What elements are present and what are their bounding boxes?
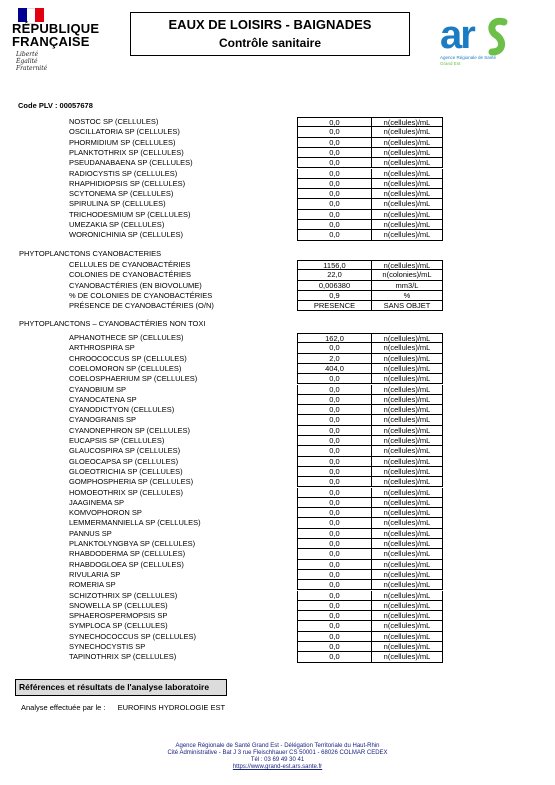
- document-title-box: [130, 12, 410, 56]
- table-row: [0, 560, 555, 570]
- result-unit: n(cellules)/mL: [372, 529, 443, 539]
- table-row: [0, 549, 555, 559]
- parameter-label: RHABDODERMA SP (CELLULES): [69, 549, 186, 559]
- french-flag-icon: [18, 8, 44, 22]
- result-unit: n(cellules)/mL: [372, 117, 443, 127]
- result-unit: n(colonies)/mL: [372, 270, 443, 280]
- result-unit: n(cellules)/mL: [372, 591, 443, 601]
- table-row: [0, 230, 555, 240]
- republique-line1: RÉPUBLIQUE: [12, 21, 100, 36]
- parameter-label: OSCILLATORIA SP (CELLULES): [69, 127, 180, 137]
- result-value: 0,0: [297, 169, 372, 179]
- table-row: [0, 281, 555, 291]
- result-unit: mm3/L: [372, 281, 443, 291]
- result-unit: n(cellules)/mL: [372, 260, 443, 270]
- table-row: [0, 333, 555, 343]
- table-row: [0, 436, 555, 446]
- result-value: 0,0: [297, 158, 372, 168]
- result-value: 0,0: [297, 405, 372, 415]
- parameter-label: CHROOCOCCUS SP (CELLULES): [69, 353, 187, 363]
- table-row: [0, 652, 555, 662]
- result-value: PRESENCE: [297, 301, 372, 311]
- table-row: [0, 518, 555, 528]
- table-row: [0, 374, 555, 384]
- table-row: [0, 395, 555, 405]
- result-value: 0,0: [297, 652, 372, 662]
- table-row: [0, 158, 555, 168]
- republique-line2: FRANÇAISE: [12, 34, 90, 49]
- table-row: [0, 301, 555, 311]
- result-value: 0,0: [297, 549, 372, 559]
- footer-website-link[interactable]: https://www.grand-est.ars.sante.fr: [232, 764, 323, 770]
- table-row: [0, 415, 555, 425]
- result-value: 0,0: [297, 415, 372, 425]
- result-unit: n(cellules)/mL: [372, 158, 443, 168]
- parameter-label: COELOMORON SP (CELLULES): [69, 363, 182, 373]
- parameter-label: PLANKTOLYNGBYA SP (CELLULES): [69, 539, 196, 548]
- ars-caption: Agence Régionale de Santé: [440, 55, 497, 60]
- result-unit: n(cellules)/mL: [372, 220, 443, 230]
- parameter-label: SYNECHOCYSTIS SP: [69, 642, 146, 651]
- result-unit: n(cellules)/mL: [372, 189, 443, 199]
- ars-region: Grand Est: [440, 61, 461, 66]
- parameter-label: TRICHODESMIUM SP (CELLULES): [69, 209, 191, 219]
- result-unit: n(cellules)/mL: [372, 498, 443, 508]
- parameter-label: GLOEOCAPSA SP (CELLULES): [69, 456, 179, 466]
- parameter-label: CYANONEPHRON SP (CELLULES): [69, 425, 191, 435]
- analyse-label: Analyse effectuée par le :: [21, 703, 106, 712]
- table-row: [0, 529, 555, 539]
- parameter-label: NOSTOC SP (CELLULES): [69, 117, 159, 126]
- result-value: 0,0: [297, 138, 372, 148]
- parameter-label: RADIOCYSTIS SP (CELLULES): [69, 168, 178, 178]
- parameter-label: GLOEOTRICHIA SP (CELLULES): [69, 466, 183, 476]
- result-unit: n(cellules)/mL: [372, 148, 443, 158]
- parameter-label: CYANOBIUM SP: [69, 384, 126, 394]
- result-unit: n(cellules)/mL: [372, 333, 443, 343]
- table-row: [0, 385, 555, 395]
- table-row: [0, 260, 555, 270]
- result-unit: n(cellules)/mL: [372, 343, 443, 353]
- table-row: [0, 539, 555, 549]
- section-title: PHYTOPLANCTONS – CYANOBACTÉRIES NON TOXI: [19, 319, 206, 328]
- section-title: PHYTOPLANCTONS CYANOBACTERIES: [19, 249, 162, 258]
- result-value: 0,0: [297, 632, 372, 642]
- result-unit: n(cellules)/mL: [372, 426, 443, 436]
- result-unit: n(cellules)/mL: [372, 138, 443, 148]
- result-value: 0,0: [297, 148, 372, 158]
- result-unit: n(cellules)/mL: [372, 580, 443, 590]
- result-unit: n(cellules)/mL: [372, 652, 443, 662]
- table-row: [0, 570, 555, 580]
- document-title: EAUX DE LOISIRS - BAIGNADES: [168, 17, 372, 32]
- parameter-label: SNOWELLA SP (CELLULES): [69, 600, 168, 610]
- result-value: 0,0: [297, 189, 372, 199]
- table-row: [0, 405, 555, 415]
- analyse-line: [21, 703, 225, 712]
- parameter-label: TAPINOTHRIX SP (CELLULES): [69, 652, 177, 662]
- parameter-label: CYANOBACTÉRIES (EN BIOVOLUME): [69, 280, 202, 290]
- result-value: 0,0: [297, 385, 372, 395]
- result-value: 162,0: [297, 333, 372, 343]
- parameter-label: KOMVOPHORON SP: [69, 508, 142, 518]
- result-value: 0,0: [297, 210, 372, 220]
- parameter-label: PANNUS SP: [69, 528, 112, 538]
- result-unit: n(cellules)/mL: [372, 364, 443, 374]
- result-value: 0,0: [297, 488, 372, 498]
- result-value: 0,0: [297, 560, 372, 570]
- table-row: [0, 148, 555, 158]
- footer-line1: Agence Régionale de Santé Grand Est - Délégation Territoriale du Haut-Rhin: [175, 743, 380, 749]
- result-unit: n(cellules)/mL: [372, 457, 443, 467]
- result-value: 0,0: [297, 539, 372, 549]
- parameter-label: CYANOGRANIS SP: [69, 415, 136, 425]
- result-unit: n(cellules)/mL: [372, 488, 443, 498]
- result-unit: n(cellules)/mL: [372, 518, 443, 528]
- result-value: 22,0: [297, 270, 372, 280]
- result-value: 0,0: [297, 508, 372, 518]
- parameter-label: COLONIES DE CYANOBACTÉRIES: [69, 270, 191, 280]
- table-row: [0, 199, 555, 209]
- result-unit: n(cellules)/mL: [372, 539, 443, 549]
- ars-logo: [438, 8, 518, 70]
- parameter-label: UMEZAKIA SP (CELLULES): [69, 220, 165, 229]
- parameter-label: PSEUDANABAENA SP (CELLULES): [69, 158, 193, 168]
- result-value: 0,0: [297, 529, 372, 539]
- result-unit: n(cellules)/mL: [372, 436, 443, 446]
- flag-red-stripe: [35, 8, 44, 22]
- result-unit: n(cellules)/mL: [372, 395, 443, 405]
- result-value: 0,0: [297, 343, 372, 353]
- parameter-label: CYANODICTYON (CELLULES): [69, 405, 175, 415]
- parameter-label: JAAGINEMA SP: [69, 497, 125, 507]
- result-value: 0,0: [297, 436, 372, 446]
- table-row: [0, 343, 555, 353]
- parameter-label: CELLULES DE CYANOBACTÉRIES: [69, 260, 191, 269]
- result-value: 1156,0: [297, 260, 372, 270]
- result-value: 0,0: [297, 642, 372, 652]
- table-row: [0, 220, 555, 230]
- parameter-label: GLAUCOSPIRA SP (CELLULES): [69, 446, 181, 456]
- table-row: [0, 210, 555, 220]
- result-unit: n(cellules)/mL: [372, 415, 443, 425]
- table-row: [0, 477, 555, 487]
- result-value: 0,006380: [297, 281, 372, 291]
- motto-fraternite: Fraternité: [16, 65, 48, 72]
- table-row: [0, 488, 555, 498]
- result-unit: %: [372, 291, 443, 301]
- result-value: 0,0: [297, 498, 372, 508]
- result-value: 0,0: [297, 179, 372, 189]
- result-unit: n(cellules)/mL: [372, 611, 443, 621]
- result-value: 2,0: [297, 354, 372, 364]
- table-row: [0, 446, 555, 456]
- result-value: 0,0: [297, 230, 372, 240]
- result-unit: n(cellules)/mL: [372, 601, 443, 611]
- table-row: [0, 467, 555, 477]
- table-row: [0, 621, 555, 631]
- parameter-label: EUCAPSIS SP (CELLULES): [69, 436, 165, 445]
- parameter-label: SCYTONEMA SP (CELLULES): [69, 189, 174, 199]
- table-row: [0, 498, 555, 508]
- result-value: 0,0: [297, 220, 372, 230]
- parameter-label: PRÉSENCE DE CYANOBACTÉRIES (O/N): [69, 301, 214, 311]
- result-unit: n(cellules)/mL: [372, 446, 443, 456]
- result-value: 0,0: [297, 570, 372, 580]
- result-value: 0,0: [297, 374, 372, 384]
- table-row: [0, 426, 555, 436]
- table-row: [0, 611, 555, 621]
- result-unit: n(cellules)/mL: [372, 405, 443, 415]
- parameter-label: HOMOEOTHRIX SP (CELLULES): [69, 487, 184, 497]
- result-unit: n(cellules)/mL: [372, 570, 443, 580]
- result-value: 0,0: [297, 117, 372, 127]
- result-value: 0,0: [297, 467, 372, 477]
- parameter-label: SYMPLOCA SP (CELLULES): [69, 621, 168, 631]
- result-value: 0,0: [297, 621, 372, 631]
- svg-text:ar: ar: [440, 13, 474, 57]
- result-unit: n(cellules)/mL: [372, 642, 443, 652]
- result-unit: n(cellules)/mL: [372, 354, 443, 364]
- parameter-label: SPHAEROSPERMOPSIS SP: [69, 611, 168, 621]
- table-row: [0, 179, 555, 189]
- result-value: 0,0: [297, 601, 372, 611]
- result-unit: n(cellules)/mL: [372, 549, 443, 559]
- parameter-label: WORONICHINIA SP (CELLULES): [69, 230, 184, 240]
- result-unit: n(cellules)/mL: [372, 199, 443, 209]
- flag-blue-stripe: [18, 8, 27, 22]
- table-row: [0, 127, 555, 137]
- table-row: [0, 632, 555, 642]
- table-row: [0, 364, 555, 374]
- result-value: 0,0: [297, 611, 372, 621]
- result-value: 0,0: [297, 580, 372, 590]
- result-unit: n(cellules)/mL: [372, 560, 443, 570]
- parameter-label: ROMERIA SP: [69, 580, 116, 590]
- parameter-label: PLANKTOTHRIX SP (CELLULES): [69, 147, 184, 157]
- parameter-label: APHANOTHECE SP (CELLULES): [69, 333, 184, 342]
- references-section-title: Références et résultats de l'analyse laboratoire: [15, 679, 227, 696]
- laboratory-name: EUROFINS HYDROLOGIE EST: [117, 703, 226, 712]
- table-row: [0, 591, 555, 601]
- result-value: 0,0: [297, 591, 372, 601]
- footer: [0, 743, 555, 771]
- table-row: [0, 354, 555, 364]
- result-unit: n(cellules)/mL: [372, 621, 443, 631]
- parameter-label: COELOSPHAERIUM SP (CELLULES): [69, 374, 198, 384]
- result-value: 0,0: [297, 457, 372, 467]
- result-unit: n(cellules)/mL: [372, 230, 443, 240]
- table-row: [0, 601, 555, 611]
- table-row: [0, 117, 555, 127]
- result-value: 0,0: [297, 477, 372, 487]
- parameter-label: SCHIZOTHRIX SP (CELLULES): [69, 590, 178, 600]
- result-unit: n(cellules)/mL: [372, 632, 443, 642]
- result-value: 0,0: [297, 518, 372, 528]
- table-row: [0, 270, 555, 280]
- parameter-label: % DE COLONIES DE CYANOBACTÉRIES: [69, 290, 213, 300]
- result-unit: n(cellules)/mL: [372, 374, 443, 384]
- table-row: [0, 642, 555, 652]
- result-value: 0,0: [297, 127, 372, 137]
- parameter-label: GOMPHOSPHERIA SP (CELLULES): [69, 477, 194, 487]
- parameter-label: RHABDOGLOEA SP (CELLULES): [69, 559, 184, 569]
- result-unit: n(cellules)/mL: [372, 169, 443, 179]
- table-row: [0, 508, 555, 518]
- result-value: 0,9: [297, 291, 372, 301]
- parameter-label: RIVULARIA SP: [69, 569, 121, 579]
- table-row: [0, 457, 555, 467]
- table-row: [0, 138, 555, 148]
- parameter-label: SYNECHOCOCCUS SP (CELLULES): [69, 631, 196, 641]
- result-value: 0,0: [297, 199, 372, 209]
- parameter-label: ARTHROSPIRA SP: [69, 343, 135, 353]
- footer-line2: Cité Administrative - Bat J 3 rue Fleischhauer CS 50001 - 68026 COLMAR CEDEX: [167, 750, 388, 756]
- table-row: [0, 291, 555, 301]
- table-row: [0, 189, 555, 199]
- result-unit: n(cellules)/mL: [372, 210, 443, 220]
- table-row: [0, 580, 555, 590]
- parameter-label: SPIRULINA SP (CELLULES): [69, 199, 166, 209]
- result-unit: n(cellules)/mL: [372, 179, 443, 189]
- document-subtitle: Contrôle sanitaire: [218, 36, 322, 50]
- result-unit: n(cellules)/mL: [372, 385, 443, 395]
- parameter-label: LEMMERMANNIELLA SP (CELLULES): [69, 518, 201, 528]
- motto-liberte: Liberté: [16, 51, 39, 58]
- motto-egalite: Égalité: [16, 58, 38, 65]
- table-row: [0, 169, 555, 179]
- result-unit: n(cellules)/mL: [372, 127, 443, 137]
- result-value: 0,0: [297, 426, 372, 436]
- result-value: 404,0: [297, 364, 372, 374]
- result-value: 0,0: [297, 395, 372, 405]
- result-unit: n(cellules)/mL: [372, 467, 443, 477]
- parameter-label: CYANOCATENA SP: [69, 394, 137, 404]
- code-plv: Code PLV : 00057678: [18, 101, 93, 110]
- republique-motto: [16, 51, 47, 72]
- parameter-label: RHAPHIDIOPSIS SP (CELLULES): [69, 178, 186, 188]
- result-unit: SANS OBJET: [372, 301, 443, 311]
- footer-phone: Tél : 03 69 49 30 41: [250, 757, 305, 763]
- parameter-label: PHORMIDIUM SP (CELLULES): [69, 137, 176, 147]
- result-unit: n(cellules)/mL: [372, 508, 443, 518]
- result-unit: n(cellules)/mL: [372, 477, 443, 487]
- ars-logo-graphic: [438, 8, 518, 70]
- result-value: 0,0: [297, 446, 372, 456]
